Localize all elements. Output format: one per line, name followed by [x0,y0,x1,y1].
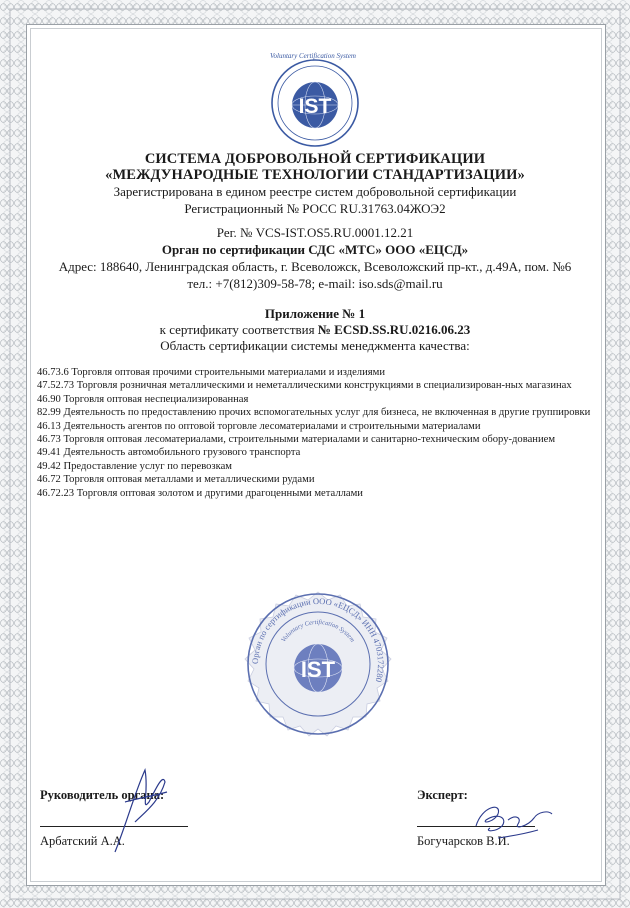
list-item: 46.73.6 Торговля оптовая прочими строительными материалами и изделиями [37,367,386,378]
seal-ring-text: Орган по сертификации ООО «ЕЦСД» ИНН 4703172280 [249,595,387,684]
list-item: 46.90 Торговля оптовая неспециализированная [37,393,249,405]
certification-seal [236,582,400,746]
certification-organ: Орган по сертификации СДС «МТС» ООО «ЕЦСД» [161,242,469,257]
address: Адрес: 188640, Ленинградская область, г. Всеволожск, Всеволожский пр-кт., д.49А, пом. №6 [58,259,572,274]
activities-list [37,366,597,500]
appendix-line [26,322,604,338]
list-item: 82.99 Деятельность по предоставлению прочих вспомогательных услуг для бизнеса, не включенная в другие группировки [37,407,591,419]
ist-logo [270,52,360,148]
registered-text: Зарегистрирована в едином реестре систем добровольной сертификации [113,184,517,199]
scope-title: Область сертификации системы менеджмента качества: [160,338,470,353]
head-label: Руководитель органа: [40,788,165,802]
expert-name: Богучарсков В.И. [417,834,510,848]
reg-no: Рег. № VCS-IST.OS5.RU.0001.12.21 [216,225,414,240]
list-item: 46.72.23 Торговля оптовая золотом и другими драгоценными металлами [37,487,363,499]
logo-text: IST [298,95,332,118]
expert-label: Эксперт: [417,788,468,802]
head-name: Арбатский А.А. [40,834,125,848]
list-item: 49.42 Предоставление услуг по перевозкам [37,460,233,472]
registration-number: Регистрационный № РОСС RU.З1763.04ЖОЭ2 [184,201,446,216]
list-item: 46.13 Деятельность агентов по оптовой торговле лесоматериалами и строительными материалами [37,420,481,432]
contacts: тел.: +7(812)309-58-78; e-mail: iso.sds@mail.ru [187,276,443,291]
appendix-prefix: к сертификату соответствия [159,322,318,337]
list-item: 49.41 Деятельность автомобильного грузового транспорта [37,447,301,459]
title-line2: «МЕЖДУНАРОДНЫЕ ТЕХНОЛОГИИ СТАНДАРТИЗАЦИИ» [105,167,525,183]
list-item: 47.52.73 Торговля розничная металлическими и неметаллическими конструкциями в специализирован-ных магазинах [37,380,572,392]
seal-inner-ring-text: Voluntary Certification System [280,619,356,644]
seal-center-text: IST [300,657,336,682]
expert-signature [468,796,558,852]
list-item: 46.73 Торговля оптовая лесоматериалами, строительными материалами и санитарно-техническим обору-дованием [37,434,556,446]
logo-ring-text: Voluntary Certification System [270,52,356,60]
list-item: 46.72 Торговля оптовая металлами и металлическими рудами [37,474,315,486]
head-signature [105,762,175,860]
appendix-title: Приложение № 1 [264,306,366,321]
certificate-number: № ECSD.SS.RU.0216.06.23 [317,322,471,337]
title-line1: СИСТЕМА ДОБРОВОЛЬНОЙ СЕРТИФИКАЦИИ [144,151,486,167]
